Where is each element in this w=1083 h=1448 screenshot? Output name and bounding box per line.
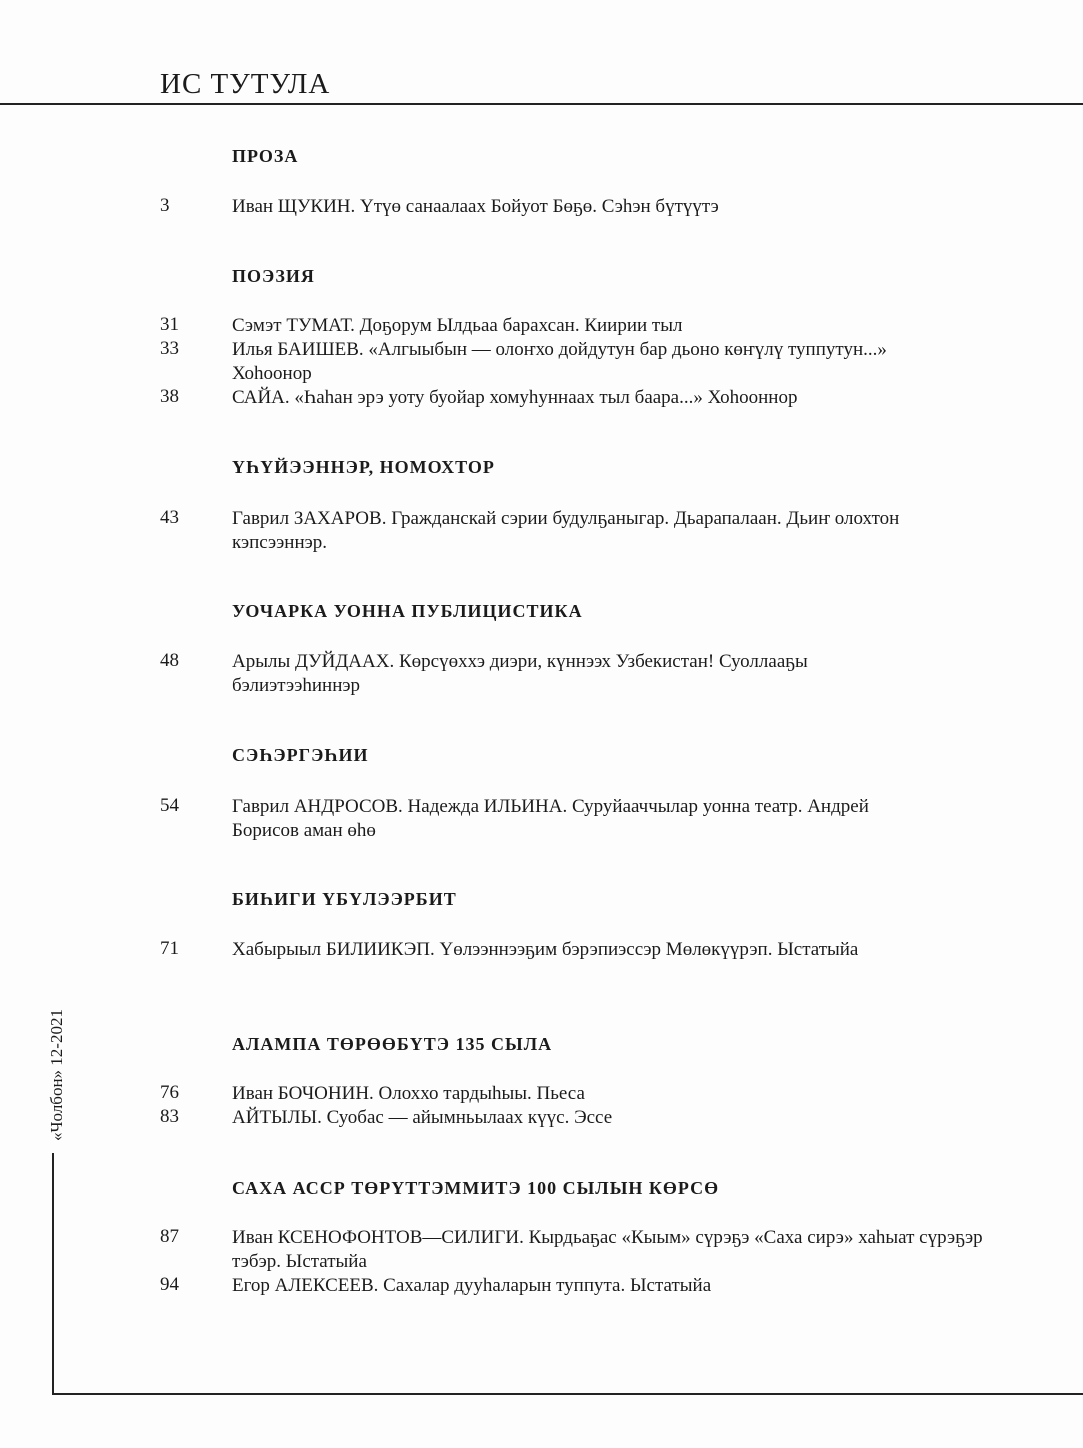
section-heading: САХА АССР ТӨРҮТТЭММИТЭ 100 СЫЛЫН КӨРСӨ bbox=[232, 1178, 720, 1198]
entry-title: Илья БАИШЕВ. «Алгыыбын — олоҥхо дойдутун бар дьоно көҥүлү туппутун...» Хоһоонор bbox=[232, 339, 887, 384]
section-heading: ҮҺҮЙЭЭННЭР, НОМОХТОР bbox=[232, 457, 495, 477]
page-number: 48 bbox=[160, 650, 179, 671]
page-number: 54 bbox=[160, 795, 179, 816]
section-heading: ПРОЗА bbox=[232, 146, 299, 166]
section-heading: УОЧАРКА УОННА ПУБЛИЦИСТИКА bbox=[232, 601, 583, 621]
section-heading: ПОЭЗИЯ bbox=[232, 266, 315, 286]
entry-title: Гаврил ЗАХАРОВ. Гражданскай сэрии будулҕаныгар. Дьарапалаан. Дьиҥ олохтон кэпсээннэр. bbox=[232, 508, 900, 553]
section-heading: СЭҺЭРГЭҺИИ bbox=[232, 745, 369, 765]
page-number: 3 bbox=[160, 195, 170, 216]
entry-title: Иван БОЧОНИН. Олоххо тардыһыы. Пьеса bbox=[232, 1083, 585, 1104]
page-number: 87 bbox=[160, 1226, 179, 1247]
top-rule bbox=[0, 103, 1083, 105]
entry-title: Иван КСЕНОФОНТОВ—СИЛИГИ. Кырдьаҕас «Кыым» сүрэҕэ «Саха сирэ» хаһыат сүрэҕэр тэбэр. Ыстатыйа bbox=[232, 1227, 983, 1272]
page-number: 71 bbox=[160, 938, 179, 959]
page-number: 38 bbox=[160, 386, 179, 407]
entry-title: АЙТЫЛЫ. Суобас — айымньылаах күүс. Эссе bbox=[232, 1107, 613, 1128]
section-heading: АЛАМПА ТӨРӨӨБҮТЭ 135 СЫЛА bbox=[232, 1034, 553, 1054]
page-number: 76 bbox=[160, 1082, 179, 1103]
page-number: 33 bbox=[160, 338, 179, 359]
left-rule bbox=[52, 1153, 54, 1395]
page-number: 94 bbox=[160, 1274, 179, 1295]
bottom-rule bbox=[52, 1393, 1083, 1395]
page-title: ИС ТУТУЛА bbox=[160, 68, 331, 100]
page-number: 31 bbox=[160, 314, 179, 335]
page-number: 83 bbox=[160, 1106, 179, 1127]
page-number: 43 bbox=[160, 507, 179, 528]
entry-title: Гаврил АНДРОСОВ. Надежда ИЛЬИНА. Суруйааччылар уонна театр. Андрей Борисов аман өһө bbox=[232, 796, 869, 841]
entry-title: Арылы ДУЙДААХ. Көрсүөххэ диэри, күннээх Узбекистан! Суоллааҕы бэлиэтээһиннэр bbox=[232, 651, 808, 696]
entry-title: Иван ЩУКИН. Үтүө санаалаах Бойуот Бөҕө. Сэһэн бүтүүтэ bbox=[232, 196, 719, 217]
entry-title: Егор АЛЕКСЕЕВ. Сахалар дууһаларын туппута. Ыстатыйа bbox=[232, 1275, 712, 1296]
entry-title: САЙА. «Һаһан эрэ уоту буойар хомуһуннаах тыл баара...» Хоһооннор bbox=[232, 387, 798, 408]
entry-title: Сэмэт ТУМАТ. Доҕорум Ылдьаа барахсан. Киирии тыл bbox=[232, 315, 683, 336]
issue-label: «Чолбон» 12-2021 bbox=[47, 1009, 66, 1141]
entry-title: Хабырыыл БИЛИИКЭП. Үөлээннээҕим бэрэпиэссэр Мөлөкүүрэп. Ыстатыйа bbox=[232, 939, 859, 960]
section-heading: БИҺИГИ ҮБҮЛЭЭРБИТ bbox=[232, 889, 457, 909]
